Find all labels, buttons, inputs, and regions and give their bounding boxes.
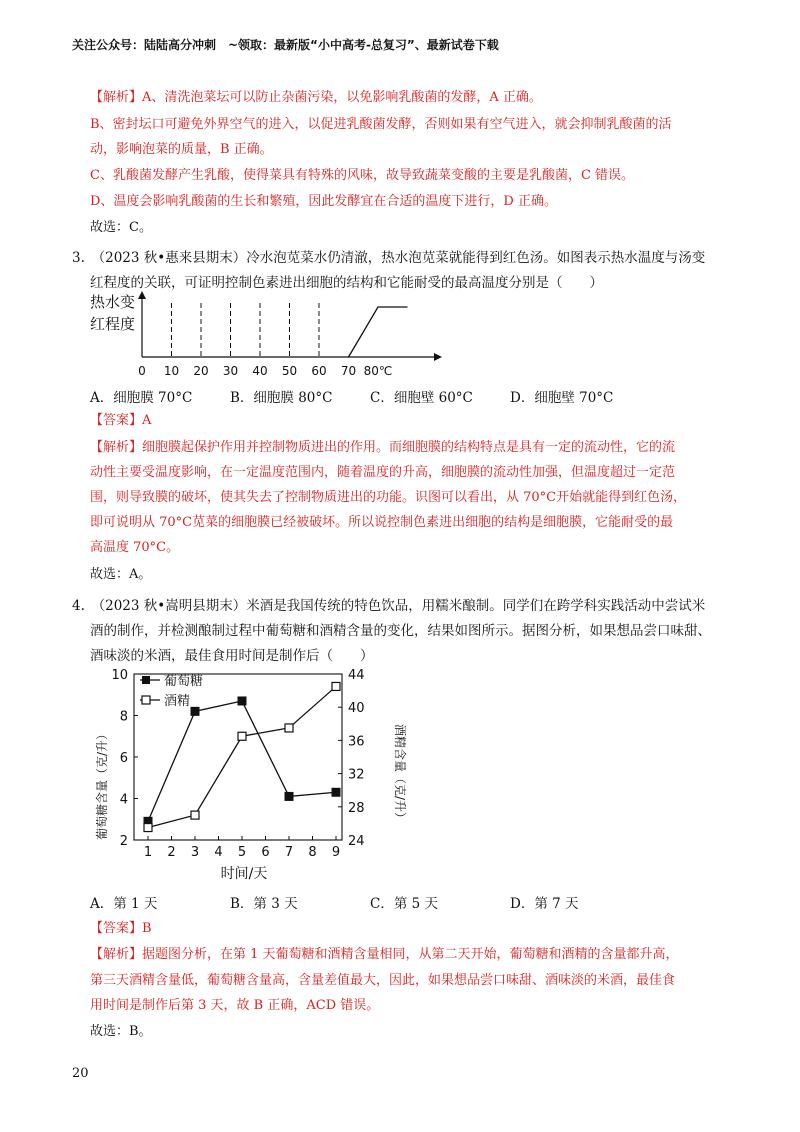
analysis-line: 【解析】A、清洗泡菜坛可以防止杂菌污染，以免影响乳酸菌的发酵，A 正确。 <box>90 90 542 105</box>
legend-label-glucose: 葡萄糖 <box>164 674 204 689</box>
glucose-point <box>238 697 246 705</box>
choice-line: 故选：C。 <box>90 220 152 235</box>
analysis-line: D、温度会影响乳酸菌的生长和繁殖，因此发酵宜在合适的温度下进行，D 正确。 <box>90 194 557 209</box>
legend <box>140 673 203 709</box>
y-axis-arrow <box>138 291 146 299</box>
y-axis-left-label: 葡萄糖含量（克/升） <box>95 727 109 841</box>
analysis-line: 用时间是制作后第 3 天，故 B 正确，ACD 错误。 <box>90 998 380 1013</box>
rice-wine-chart <box>84 662 407 884</box>
page-header: 关注公众号：陆陆高分冲刺 ~领取：最新版“小中高考-总复习”、最新试卷下载 <box>72 38 499 52</box>
choice-line: 故选：A。 <box>90 567 152 582</box>
option-a[interactable]: A．第 1 天 <box>90 896 158 912</box>
analysis-line: 动，影响泡菜的质量，B 正确。 <box>90 142 273 157</box>
ethanol-point <box>144 824 152 832</box>
y-left-tick-label: 6 <box>119 751 128 766</box>
y-right-tick-label: 32 <box>348 767 365 783</box>
x-tick-label: 6 <box>261 845 270 860</box>
x-tick-label: 5 <box>237 845 247 860</box>
x-tick-label: 70 <box>340 364 357 378</box>
choice-line: 故选：B。 <box>90 1024 152 1039</box>
x-tick-label: 8 <box>308 845 317 860</box>
x-axis-arrow <box>434 353 442 361</box>
options-row <box>0 892 800 912</box>
analysis-line: 高温度 70°C。 <box>90 540 180 555</box>
analysis-line: 第三天酒精含量低，葡萄糖含量高，含量差值最大，因此，如果想品尝口味甜、酒味淡的米酒，最佳食 <box>90 973 676 988</box>
answer-line: 【答案】B <box>90 921 152 936</box>
question-text: 酒的制作，并检测酿制过程中葡萄糖和酒精含量的变化，结果如图所示。据图分析，如果想品尝口味甜、 <box>90 623 711 639</box>
analysis-line: 【解析】据题图分析，在第 1 天葡萄糖和酒精含量相同，从第二天开始，葡萄糖和酒精的含量都升高， <box>90 947 679 962</box>
x-tick-label: 20 <box>193 364 209 378</box>
ethanol-point <box>191 811 199 819</box>
y-right-tick-label: 40 <box>348 701 365 717</box>
option-b[interactable]: B．细胞膜 80°C <box>230 390 333 406</box>
ethanol-point <box>238 732 246 740</box>
question-text: 酒味淡的米酒，最佳食用时间是制作后（ ） <box>90 648 374 664</box>
x-tick-label: 7 <box>284 845 294 860</box>
x-tick-label: 60 <box>311 364 327 378</box>
x-tick-label: 2 <box>167 845 176 860</box>
x-tick-label: 30 <box>222 364 239 378</box>
y-axis-label: 热水变 <box>90 293 136 311</box>
glucose-line <box>148 701 336 821</box>
y-right-tick-label: 36 <box>348 734 365 750</box>
page-number: 20 <box>72 1066 89 1081</box>
analysis-line: B、密封坛口可避免外界空气的进入，以促进乳酸菌发酵，否则如果有空气进入，就会抑制乳酸菌的活 <box>90 117 672 132</box>
x-tick-label: 4 <box>214 845 223 860</box>
question-text: 4. （2023 秋•嵩明县期末）米酒是我国传统的特色饮品，用糯米酿制。同学们在跨学科实践活动中尝试米 <box>72 598 706 614</box>
series-line <box>349 307 408 357</box>
option-c[interactable]: C．细胞壁 60°C <box>370 390 473 406</box>
answer-line: 【答案】A <box>90 413 152 428</box>
temperature-chart <box>88 291 448 387</box>
glucose-point <box>191 707 199 715</box>
ethanol-point <box>285 724 293 732</box>
y-left-tick-label: 8 <box>119 709 128 725</box>
glucose-point <box>285 792 293 800</box>
analysis-line: 即可说明从 70°C苋菜的细胞膜已经被破坏。所以说控制色素进出细胞的结构是细胞膜，它能耐受的最 <box>90 515 674 530</box>
option-d[interactable]: D．细胞壁 70°C <box>510 390 614 406</box>
glucose-point <box>332 788 340 796</box>
analysis-line: 动性主要受温度影响，在一定温度范围内，随着温度的升高，细胞膜的流动性加强，但温度超过一定范 <box>90 465 676 480</box>
x-tick-label: 80℃ <box>363 364 393 378</box>
y-right-tick-label: 24 <box>348 834 365 849</box>
question-text: 红程度的关联，可证明控制色素进出细胞的结构和它能耐受的最高温度分别是（ ） <box>90 275 603 291</box>
x-axis-label: 时间/天 <box>220 866 268 882</box>
options-row <box>0 386 800 406</box>
analysis-line: C、乳酸菌发酵产生乳酸，使得菜具有特殊的风味，故导致蔬菜变酸的主要是乳酸菌，C 错误。 <box>90 168 635 183</box>
y-right-tick-label: 44 <box>348 668 365 683</box>
y-axis-label: 红程度 <box>90 315 136 333</box>
y-left-tick-label: 2 <box>119 834 128 849</box>
x-tick-label: 1 <box>143 845 153 860</box>
legend-label-ethanol: 酒精 <box>164 694 191 709</box>
x-tick-label: 50 <box>281 364 298 378</box>
analysis-line: 围，则导致膜的破坏，使其失去了控制物质进出的功能。识图可以看出，从 70°C开始就能得到红色汤， <box>90 490 687 505</box>
question-text: 3. （2023 秋•惠来县期末）冷水泡苋菜水仍清澈，热水泡苋菜就能得到红色汤。如图表示热水温度与汤变 <box>72 250 706 266</box>
legend-marker-ethanol <box>142 696 150 704</box>
y-left-tick-label: 4 <box>119 792 128 808</box>
option-d[interactable]: D．第 7 天 <box>510 896 579 912</box>
analysis-line: 【解析】细胞膜起保护作用并控制物质进出的作用。而细胞膜的结构特点是具有一定的流动性，它的流 <box>90 440 676 455</box>
x-tick-label: 0 <box>138 364 146 378</box>
x-tick-label: 3 <box>190 845 200 860</box>
y-left-tick-label: 10 <box>111 668 128 683</box>
option-b[interactable]: B．第 3 天 <box>230 896 298 912</box>
x-tick-label: 10 <box>163 364 180 378</box>
ethanol-point <box>332 682 340 690</box>
x-tick-label: 40 <box>252 364 268 378</box>
option-a[interactable]: A．细胞膜 70°C <box>90 390 193 406</box>
y-axis-right-label: 酒精含量（克/升） <box>393 723 407 825</box>
option-c[interactable]: C．第 5 天 <box>370 896 439 912</box>
x-tick-label: 9 <box>331 845 341 860</box>
y-right-tick-label: 28 <box>348 800 365 816</box>
legend-marker-glucose <box>142 676 150 684</box>
